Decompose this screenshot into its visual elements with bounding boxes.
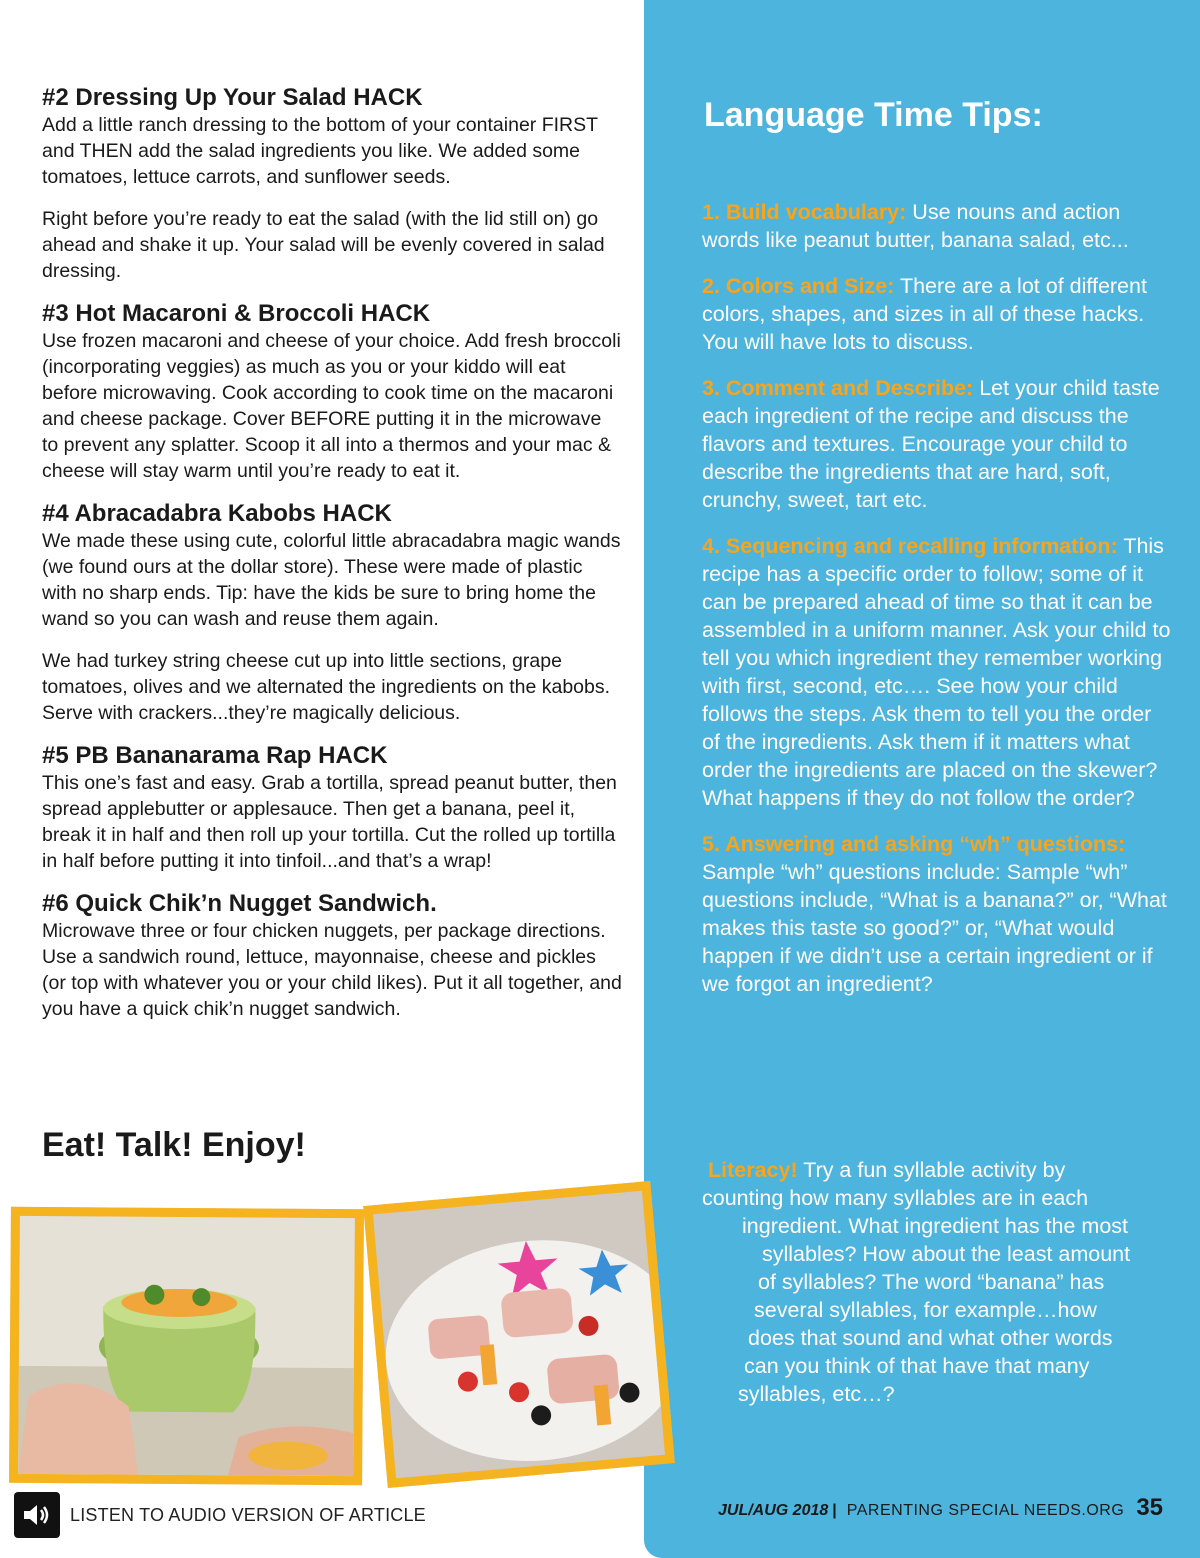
literacy-text: Try a fun syllable activity by: [797, 1158, 1066, 1182]
tip-body: This recipe has a specific order to follow; some of it can be prepared ahead of time so that it can be assembled in a uniform manner. Ask your child to tell you which ingredient they remember working with first, second, etc…. See how your child follows the steps. Ask them to tell you the order of the ingredients. Ask them if it matters what order the ingredients are placed on the skewer? What happens if they do not follow the order?: [702, 534, 1171, 810]
literacy-line: [702, 1156, 1172, 1184]
hack-3-paragraph-1: Use frozen macaroni and cheese of your choice. Add fresh broccoli (incorporating veggies) as much as you or your kiddo will eat before microwaving. Cook according to cook time on the macaroni and cheese package. Cover BEFORE putting it in the microwave to prevent any splatter. Scoop it all into a thermos and your mac & cheese will stay warm until you’re ready to eat it.: [42, 330, 621, 482]
literacy-line: syllables? How about the least amount: [762, 1242, 1131, 1266]
article-left-column: [42, 84, 622, 1036]
tip-heading: 1. Build vocabulary:: [702, 200, 907, 224]
tip-item: [702, 532, 1172, 812]
literacy-line: of syllables? The word “banana” has: [758, 1270, 1105, 1294]
closing-headline: Eat! Talk! Enjoy!: [42, 1126, 306, 1164]
mac-and-cheese-illustration: [18, 1216, 355, 1476]
kabobs-photo: [363, 1181, 675, 1488]
speaker-icon[interactable]: [14, 1492, 60, 1538]
hack-4-title: #4 Abracadabra Kabobs HACK: [42, 500, 392, 527]
literacy-line: can you think of that have that many: [744, 1354, 1090, 1378]
site-name: PARENTING SPECIAL NEEDS.ORG: [846, 1502, 1125, 1519]
hack-6-title: #6 Quick Chik’n Nugget Sandwich.: [42, 890, 437, 917]
hack-2-title: #2 Dressing Up Your Salad HACK: [42, 84, 423, 111]
hack-6-paragraph-1: Microwave three or four chicken nuggets, per package directions. Use a sandwich round, lettuce, mayonnaise, cheese and pickles (or top with whatever you or your child likes). Put it all together, and you have a quick chik’n nugget sandwich.: [42, 920, 622, 1020]
tip-body: Use nouns and action words like peanut butter, banana salad, etc...: [702, 200, 1129, 252]
tip-body: Let your child taste each ingredient of the recipe and discuss the flavors and textures. Encourage your child to describe the ingredients that are hard, soft, crunchy, sweet, tart etc.: [702, 376, 1160, 512]
tip-heading: 5. Answering and asking “wh” questions:: [702, 832, 1126, 856]
literacy-tip: [702, 1156, 1172, 1408]
tip-heading: 4. Sequencing and recalling information:: [702, 534, 1118, 558]
tip-item: [702, 374, 1172, 514]
tip-item: [702, 830, 1172, 998]
tip-heading: 2. Colors and Size:: [702, 274, 895, 298]
footer-separator: |: [832, 1502, 837, 1519]
issue-date: JUL/AUG 2018: [718, 1502, 829, 1519]
hack-5-title: #5 PB Bananarama Rap HACK: [42, 742, 388, 769]
hack-5-paragraph-1: This one’s fast and easy. Grab a tortilla, spread peanut butter, then spread applebutter or applesauce. Then get a banana, peel it, break it in half and then roll up your tortilla. Cut the rolled up tortilla in half before putting it into tinfoil...and that’s a wrap!: [42, 772, 617, 872]
literacy-line: counting how many syllables are in each: [702, 1186, 1089, 1210]
kabobs-illustration: [373, 1191, 665, 1479]
audio-link-label[interactable]: LISTEN TO AUDIO VERSION OF ARTICLE: [70, 1504, 426, 1525]
hack-4-paragraph-2: We had turkey string cheese cut up into little sections, grape tomatoes, olives and we alternated the ingredients on the kabobs. Serve with crackers...they’re magically delicious.: [42, 650, 611, 724]
hack-2-paragraph-2: Right before you’re ready to eat the salad (with the lid still on) go ahead and shake it up. Your salad will be evenly covered in salad dressing.: [42, 208, 605, 282]
literacy-line: ingredient. What ingredient has the most: [742, 1214, 1129, 1238]
literacy-line: several syllables, for example…how: [754, 1298, 1097, 1322]
literacy-heading: Literacy!: [708, 1158, 798, 1182]
tip-body: There are a lot of different colors, shapes, and sizes in all of these hacks. You will have lots to discuss.: [702, 274, 1147, 354]
literacy-line: does that sound and what other words: [748, 1326, 1113, 1350]
hack-2-paragraph-1: Add a little ranch dressing to the bottom of your container FIRST and THEN add the salad ingredients you like. We added some tomatoes, lettuce carrots, and sunflower seeds.: [42, 114, 598, 188]
page-footer: [718, 1494, 1163, 1522]
tips-panel-title: Language Time Tips:: [704, 96, 1043, 134]
audio-link[interactable]: [14, 1490, 426, 1540]
tip-item: [702, 198, 1172, 254]
tip-body: Sample “wh” questions include: Sample “wh” questions include, “What is a banana?” or, “What makes this taste so good?” or, “What would happen if we didn’t use a certain ingredient or if we forgot an ingredient?: [702, 860, 1167, 996]
hack-4-paragraph-1: We made these using cute, colorful little abracadabra magic wands (we found ours at the dollar store). These were made of plastic with no sharp ends. Tip: have the kids be sure to bring home the wand so you can wash and reuse them again.: [42, 530, 621, 630]
hack-3-title: #3 Hot Macaroni & Broccoli HACK: [42, 300, 431, 327]
literacy-line: syllables, etc…?: [738, 1382, 895, 1406]
page-number: 35: [1136, 1494, 1164, 1521]
mac-and-cheese-photo: [9, 1207, 364, 1485]
tip-item: [702, 272, 1172, 356]
tips-list: [702, 198, 1172, 1016]
tip-heading: 3. Comment and Describe:: [702, 376, 974, 400]
